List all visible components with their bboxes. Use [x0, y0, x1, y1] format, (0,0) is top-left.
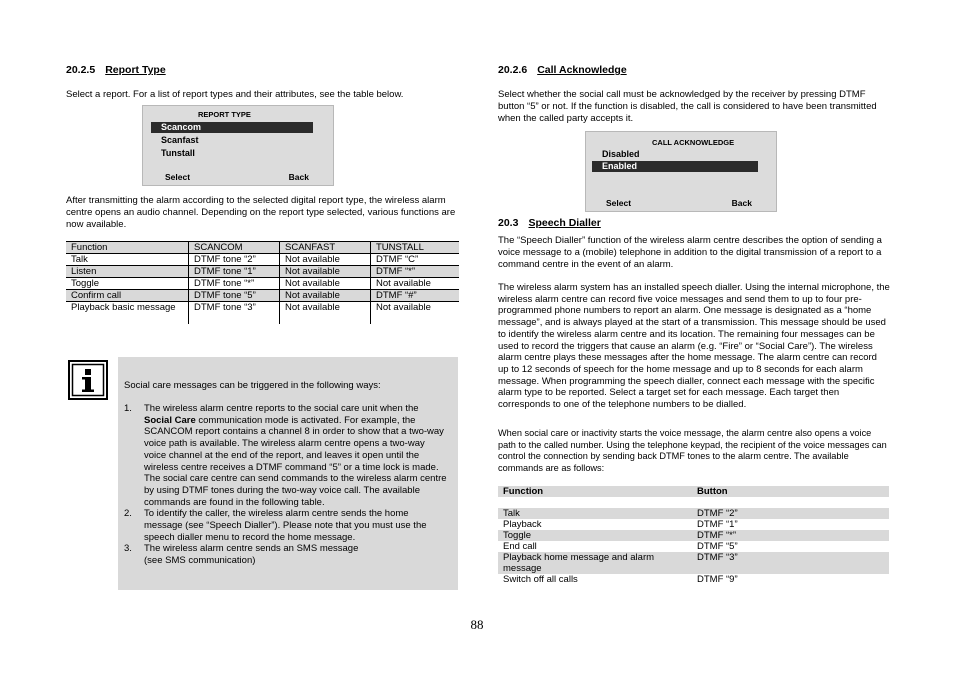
section-number: 20.2.5: [66, 64, 96, 76]
call-ack-heading: [498, 64, 627, 76]
table-cell: Not available: [280, 266, 371, 278]
info-icon: [68, 360, 108, 403]
table-header-cell: SCANCOM: [189, 242, 280, 254]
table-cell: DTMF “1”: [697, 519, 738, 530]
info-list: [124, 403, 448, 567]
softkey-select[interactable]: Select: [165, 172, 191, 182]
table-row: [498, 552, 889, 574]
table-cell: Not available: [371, 278, 460, 290]
lcd-item-scanfast[interactable]: Scanfast: [161, 135, 199, 145]
softkey-select[interactable]: Select: [606, 198, 632, 208]
section-title: Report Type: [105, 64, 166, 76]
report-type-heading: [66, 64, 166, 76]
table-cell: DTMF “*”: [371, 266, 460, 278]
section-title: Call Acknowledge: [537, 64, 627, 76]
table-header-cell: SCANFAST: [280, 242, 371, 254]
info-box: [118, 357, 458, 590]
table-cell: DTMF “3”: [692, 552, 889, 574]
list-item: 2. To identify the caller, the wireless alarm centre sends the home message (see “Speech Dialler”). Please note that you must use the speech dialler menu to record the home message.: [124, 508, 427, 543]
table-cell: End call: [503, 541, 537, 552]
table-cell: DTMF “2”: [692, 508, 889, 519]
page-number: 88: [470, 617, 484, 632]
softkey-back[interactable]: Back: [288, 172, 309, 182]
table-row: [66, 254, 459, 266]
table-cell: Playback: [503, 519, 542, 530]
table-cell: Toggle: [498, 530, 692, 541]
table-cell: Not available: [280, 302, 371, 325]
report-type-lcd: [142, 105, 334, 186]
table-row: [498, 574, 889, 585]
table-cell: DTMF “5”: [697, 541, 738, 552]
table-row: [498, 541, 889, 552]
speech-dialler-p1: The “Speech Dialler” function of the wireless alarm centre describes the option of sending a voice message to a (mobile) telephone in addition to the digital transmission of a report to a command centre in the event of an alarm.: [498, 235, 882, 270]
lcd-item-enabled[interactable]: Enabled: [592, 161, 758, 172]
table-cell: Not available: [371, 302, 460, 325]
table-cell: Not available: [280, 278, 371, 290]
table-cell: DTMF “*”: [692, 530, 889, 541]
lcd-item-tunstall[interactable]: Tunstall: [161, 148, 195, 158]
report-type-table: [66, 241, 459, 324]
section-number: 20.3: [498, 217, 519, 229]
report-type-after: After transmitting the alarm according to the selected digital report type, the wireless alarm centre opens an audio channel. Depending on the report type selected, various functions are now available.: [66, 195, 456, 230]
table-cell: DTMF tone “5”: [189, 290, 280, 302]
table-cell: DTMF tone “1”: [189, 266, 280, 278]
table-header-row: [498, 486, 889, 497]
speech-dialler-p3: When social care or inactivity starts the voice message, the alarm centre also opens a voice path to the called number. Using the telephone keypad, the recipient of the voice messages can control the connection by sending back DTMF tones to the alarm centre. The available commands are as follows:: [498, 428, 887, 474]
table-row: [66, 266, 459, 278]
table-cell: Playback home message and alarm message: [498, 552, 692, 574]
table-cell: Switch off all calls: [503, 574, 578, 585]
commands-table: [498, 486, 889, 585]
table-header-row: [66, 242, 459, 254]
list-item: 1. The wireless alarm centre reports to the social care unit when the Social Care communication mode is activated. For example, the SCANCOM report contains a channel 8 in order to show that a two-way voice path is available. The wireless alarm centre opens a two-way voice channel at the end of the report, and leaves it open until the wireless centre receives a DTMF command “5” or a time lock is made. The social care centre can send commands to the wireless alarm centre by using DTMF tones during the two-way voice call. The available commands are found in the following table.: [124, 403, 447, 508]
speech-dialler-heading: [498, 217, 601, 229]
table-header-cell: Function: [498, 486, 692, 497]
table-cell: Talk: [498, 508, 692, 519]
table-header-cell: Function: [66, 242, 189, 254]
table-row: [498, 497, 889, 508]
lcd-title: CALL ACKNOWLEDGE: [652, 138, 735, 147]
table-row: [66, 290, 459, 302]
section-number: 20.2.6: [498, 64, 528, 76]
section-title: Speech Dialler: [528, 217, 601, 229]
table-cell: Playback basic message: [71, 302, 176, 313]
table-cell: DTMF tone “*”: [189, 278, 280, 290]
lcd-item-scancom[interactable]: Scancom: [151, 122, 313, 133]
table-cell: Confirm call: [66, 290, 189, 302]
call-ack-lcd: [585, 131, 777, 212]
table-cell: Listen: [66, 266, 189, 278]
table-cell: DTMF tone “3”: [189, 302, 280, 325]
table-cell: Not available: [280, 254, 371, 266]
list-item: 3. The wireless alarm centre sends an SMS message (see SMS communication): [124, 543, 359, 567]
table-cell: [498, 497, 692, 508]
speech-dialler-p2: The wireless alarm system has an installed speech dialler. Using the internal microphone, the wireless alarm centre can record five voice messages and send them to up to four pre-programmed phone numbers to report an alarm. One message is designated as a “home message”, and is always played at the start of a transmission. This message should be used to identify the wireless alarm centre and its location. The remaining four messages can be used to record the triggers that cause an alarm (e.g. “Fire” or “Social Care”). The wireless alarm centre plays these messages after the home message. The alarm centre can record up to 12 seconds of speech for the home message and up to 8 seconds for each alarm message. When programming the speech dialler, connect each message with the specific alarm type to be reported. Select a target set for each message. Each target then corresponds to one of the telephone numbers to be dialled.: [498, 282, 890, 411]
table-cell: [692, 497, 889, 508]
table-cell: Not available: [280, 290, 371, 302]
table-header-cell: TUNSTALL: [371, 242, 460, 254]
table-row: [498, 519, 889, 530]
table-cell: DTMF “9”: [697, 574, 738, 585]
table-cell: Toggle: [71, 278, 99, 289]
lcd-item-disabled[interactable]: Disabled: [602, 149, 640, 159]
table-cell: DTMF “C”: [371, 254, 460, 266]
softkey-back[interactable]: Back: [731, 198, 752, 208]
report-type-intro: Select a report. For a list of report types and their attributes, see the table below.: [66, 89, 404, 100]
table-row: [66, 278, 459, 290]
table-row: [498, 530, 889, 541]
table-row: [66, 302, 459, 325]
table-header-cell: Button: [692, 486, 889, 497]
info-intro: Social care messages can be triggered in the following ways:: [124, 380, 381, 391]
call-ack-text: Select whether the social call must be acknowledged by the receiver by pressing DTMF button “5” or not. If the function is disabled, the call is considered to have been transmitted when the called party accepts it.: [498, 89, 877, 124]
table-row: [498, 508, 889, 519]
table-cell: DTMF tone “2”: [189, 254, 280, 266]
table-cell: DTMF “#”: [371, 290, 460, 302]
table-cell: Talk: [71, 254, 88, 265]
lcd-title: REPORT TYPE: [198, 110, 251, 119]
